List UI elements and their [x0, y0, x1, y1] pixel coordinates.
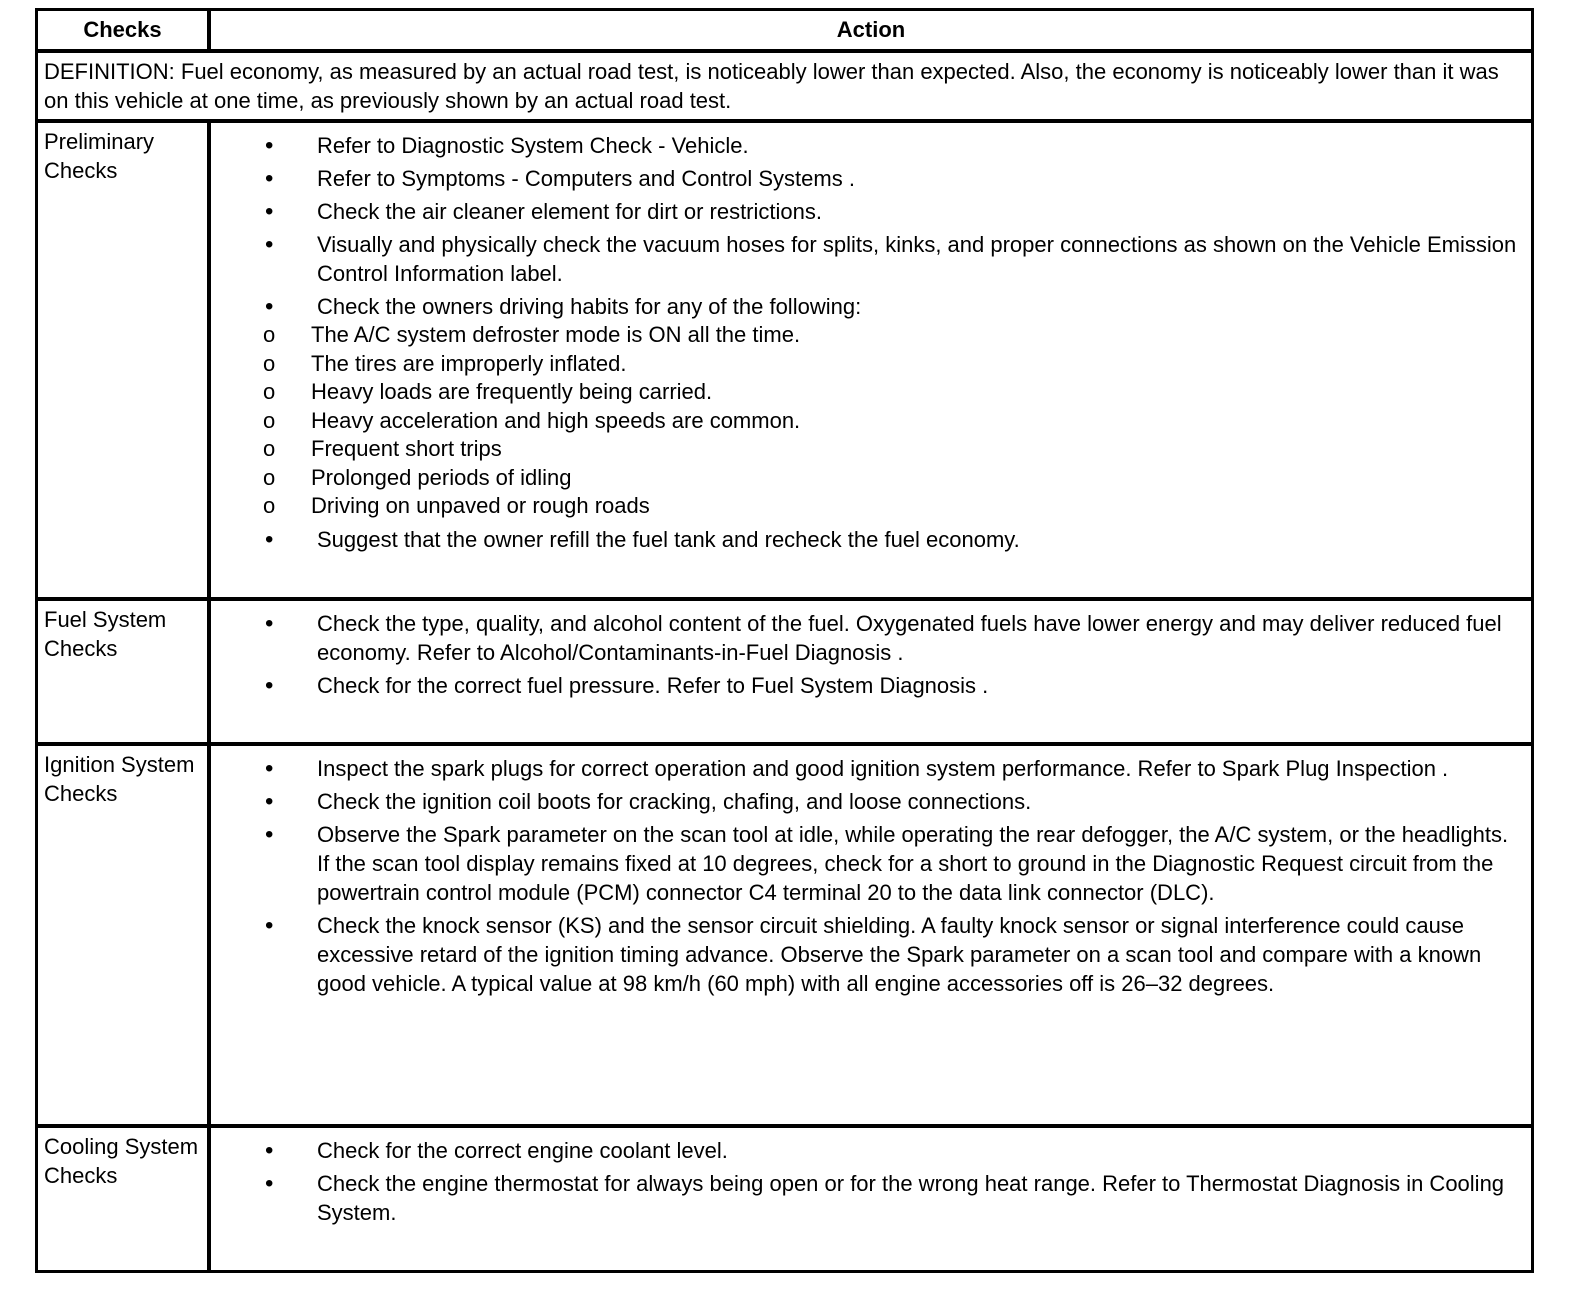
row-preliminary-checks	[38, 119, 1531, 597]
action-cell	[211, 601, 1531, 742]
row-fuel-system-checks	[38, 597, 1531, 742]
sub-item: o Driving on unpaved or rough roads	[211, 492, 1521, 521]
action-item: • Inspect the spark plugs for correct operation and good ignition system performance. Refer to Spark Plug Inspection .	[211, 754, 1531, 783]
diagnostic-table	[35, 8, 1534, 1273]
sub-item: o Heavy loads are frequently being carried.	[211, 378, 1521, 407]
sub-list	[211, 321, 1521, 521]
action-item: • Suggest that the owner refill the fuel tank and recheck the fuel economy.	[211, 525, 1531, 554]
action-item: • Observe the Spark parameter on the scan tool at idle, while operating the rear defogger, the A/C system, or the headlights. If the scan tool display remains fixed at 10 degrees, check for a short to ground in the Diagnostic Request circuit from the powertrain control module (PCM) connector C4 terminal 20 to the data link connector (DLC).	[211, 820, 1531, 907]
sub-item: o The A/C system defroster mode is ON all the time.	[211, 321, 1521, 350]
action-item: • Refer to Symptoms - Computers and Control Systems .	[211, 164, 1531, 193]
action-item: • Refer to Diagnostic System Check - Vehicle.	[211, 131, 1531, 160]
header-checks: Checks	[38, 11, 211, 49]
action-item: • Check the air cleaner element for dirt or restrictions.	[211, 197, 1531, 226]
action-item: • Check the type, quality, and alcohol content of the fuel. Oxygenated fuels have lower energy and may deliver reduced fuel economy. Refer to Alcohol/Contaminants-in-Fuel Diagnosis .	[211, 609, 1531, 667]
check-label: Cooling System Checks	[38, 1128, 211, 1270]
action-item: • Check for the correct fuel pressure. Refer to Fuel System Diagnosis .	[211, 671, 1531, 700]
sub-item: o Heavy acceleration and high speeds are common.	[211, 407, 1521, 436]
action-item: • Check the engine thermostat for always being open or for the wrong heat range. Refer to Thermostat Diagnosis in Cooling System.	[211, 1169, 1531, 1227]
header-row	[38, 11, 1531, 49]
sub-item: o Frequent short trips	[211, 435, 1521, 464]
header-action: Action	[836, 17, 906, 42]
action-item: • Check for the correct engine coolant level.	[211, 1136, 1531, 1165]
row-ignition-system-checks	[38, 742, 1531, 1124]
action-cell	[211, 123, 1531, 597]
check-label: Fuel System Checks	[38, 601, 211, 742]
action-cell	[211, 1128, 1531, 1270]
sub-item: o The tires are improperly inflated.	[211, 350, 1521, 379]
action-item: • Check the knock sensor (KS) and the sensor circuit shielding. A faulty knock sensor or signal interference could cause excessive retard of the ignition timing advance. Observe the Spark parameter on a scan tool and compare with a known good vehicle. A typical value at 98 km/h (60 mph) with all engine accessories off is 26–32 degrees.	[211, 911, 1531, 998]
definition-row	[38, 49, 1531, 119]
action-item-driving-habits	[211, 292, 1531, 521]
definition-text: DEFINITION: Fuel economy, as measured by an actual road test, is noticeably lower than expected. Also, the economy is noticeably lower than it was on this vehicle at one time, as previously shown by an actual road test.	[44, 59, 1499, 113]
action-item-text: Check the owners driving habits for any of the following:	[317, 294, 862, 319]
sub-item: o Prolonged periods of idling	[211, 464, 1521, 493]
check-label: Preliminary Checks	[38, 123, 211, 597]
action-item: • Visually and physically check the vacuum hoses for splits, kinks, and proper connections as shown on the Vehicle Emission Control Information label.	[211, 230, 1531, 288]
action-cell	[211, 746, 1531, 1124]
row-cooling-system-checks	[38, 1124, 1531, 1270]
check-label: Ignition System Checks	[38, 746, 211, 1124]
action-item: • Check the ignition coil boots for cracking, chafing, and loose connections.	[211, 787, 1531, 816]
